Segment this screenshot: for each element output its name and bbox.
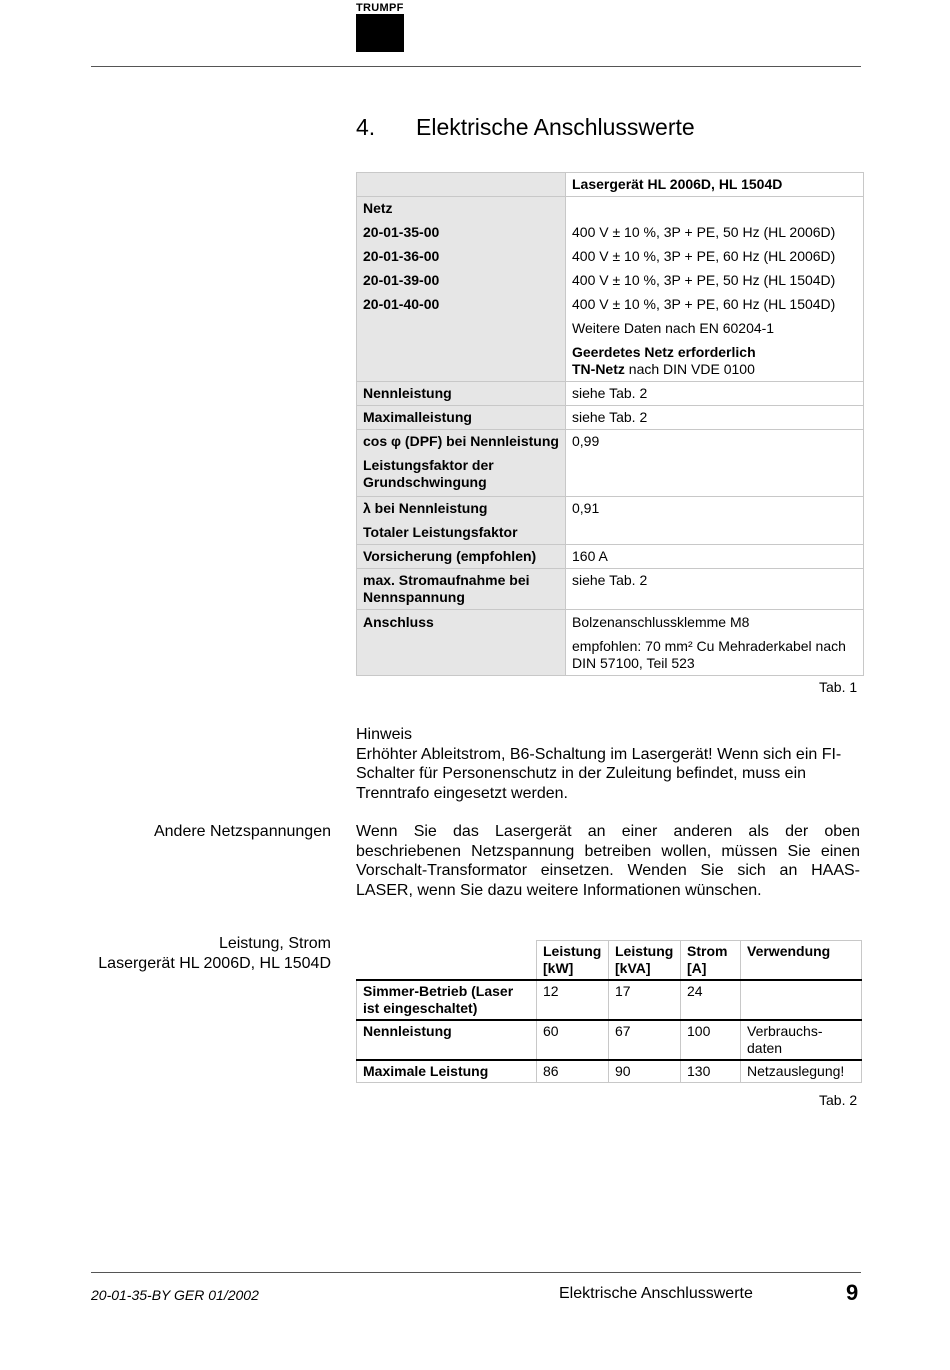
trumpf-logo — [356, 14, 404, 52]
logo-text: TRUMPF — [356, 2, 404, 14]
table-row — [357, 544, 863, 568]
netz-code: 20-01-35-00 — [363, 224, 440, 240]
netz-code: 20-01-39-00 — [363, 272, 440, 288]
row-value: siehe Tab. 2 — [566, 569, 863, 609]
row-label: Simmer-Betrieb (Laser ist eingeschaltet) — [357, 980, 537, 1020]
netz-value: 400 V ± 10 %, 3P + PE, 50 Hz (HL 1504D) — [572, 272, 836, 288]
table-row — [357, 980, 862, 1020]
table-caption: Tab. 2 — [819, 1092, 858, 1108]
note-text: Erhöhter Ableitstrom, B6-Schaltung im Lasergerät! Wenn sich ein FI-Schalter für Personenschutz in der Zuleitung befindet, muss ein Trenntrafo eingesetzt werden. — [356, 745, 842, 802]
row-label: max. Stromaufnahme bei Nennspannung — [357, 569, 566, 609]
netz-tn-note: TN-Netz nach DIN VDE 0100 — [572, 361, 755, 377]
note-title: Hinweis — [356, 726, 413, 743]
netz-further-data: Weitere Daten nach EN 60204-1 — [572, 320, 775, 336]
row-value: empfohlen: 70 mm² Cu Mehraderkabel nach DIN 57100, Teil 523 — [572, 638, 846, 671]
table-cell: 130 — [681, 1060, 741, 1083]
netz-value: 400 V ± 10 %, 3P + PE, 50 Hz (HL 2006D) — [572, 224, 836, 240]
netz-value: 400 V ± 10 %, 3P + PE, 60 Hz (HL 2006D) — [572, 248, 836, 264]
netz-code: 20-01-36-00 — [363, 248, 440, 264]
table-row — [357, 173, 863, 196]
row-label: Anschluss — [357, 610, 566, 675]
table-cell: Verbrauchs-daten — [741, 1020, 862, 1060]
row-value: 0,99 — [566, 430, 863, 496]
netz-value: 400 V ± 10 %, 3P + PE, 60 Hz (HL 1504D) — [572, 296, 836, 312]
table-cell: 12 — [537, 980, 609, 1020]
table-cell — [741, 980, 862, 1020]
row-label: Nennleistung — [357, 1020, 537, 1060]
table-cell: 86 — [537, 1060, 609, 1083]
footer-doc-id: 20-01-35-BY GER 01/2002 — [91, 1287, 259, 1303]
row-label: Nennleistung — [357, 382, 566, 405]
table-row — [357, 429, 863, 496]
table-row-netz — [357, 196, 863, 381]
row-sublabel: Totaler Leistungsfaktor — [363, 524, 518, 540]
table-row — [357, 1060, 862, 1083]
row-label: Vorsicherung (empfohlen) — [357, 545, 566, 568]
row-label: λ bei Nennleistung — [363, 500, 488, 516]
section-heading — [356, 114, 695, 141]
table-cell: 90 — [609, 1060, 681, 1083]
table-header-row — [357, 941, 862, 981]
row-value: siehe Tab. 2 — [566, 406, 863, 429]
section-title: Elektrische Anschlusswerte — [416, 114, 695, 140]
note-block — [356, 725, 860, 803]
table-caption: Tab. 1 — [819, 679, 858, 695]
table-row — [357, 609, 863, 675]
row-value: Bolzenanschlussklemme M8 — [572, 614, 750, 630]
table-cell: 60 — [537, 1020, 609, 1060]
footer-rule — [91, 1272, 861, 1273]
row-label: Maximalleistung — [357, 406, 566, 429]
row-value: 160 A — [566, 545, 863, 568]
row-value: 0,91 — [566, 497, 863, 544]
column-header: Leistung [kVA] — [609, 941, 681, 981]
andere-paragraph: Wenn Sie das Lasergerät an einer anderen als der oben beschriebenen Netzspannung betreiben wollen, müssen Sie einen Vorschalt-Transformator einsetzen. Wenden Sie sich an HAAS-LASER, wenn Sie dazu weitere Informationen wünschen. — [356, 823, 860, 899]
table-column-header: Lasergerät HL 2006D, HL 1504D — [566, 173, 863, 196]
netz-code: 20-01-40-00 — [363, 296, 440, 312]
side-label-leistung: Leistung, Strom Lasergerät HL 2006D, HL 1504D — [98, 935, 331, 972]
column-header: Leistung [kW] — [537, 941, 609, 981]
table-cell: 24 — [681, 980, 741, 1020]
table-cell: 100 — [681, 1020, 741, 1060]
power-table — [356, 940, 862, 1083]
table-row — [357, 381, 863, 405]
footer-title: Elektrische Anschlusswerte — [559, 1285, 753, 1302]
netz-label: Netz — [363, 200, 393, 216]
header-rule — [91, 66, 861, 67]
table-row — [357, 405, 863, 429]
table-row — [357, 568, 863, 609]
column-header: Strom [A] — [681, 941, 741, 981]
row-label: Maximale Leistung — [357, 1060, 537, 1083]
netz-grounded-note: Geerdetes Netz erforderlich — [572, 344, 756, 360]
page-number: 9 — [846, 1280, 859, 1305]
electrical-data-table — [356, 172, 864, 676]
side-label-andere: Andere Netzspannungen — [153, 823, 331, 840]
table-cell: Netzauslegung! — [741, 1060, 862, 1083]
row-value: siehe Tab. 2 — [566, 382, 863, 405]
column-header: Verwendung — [741, 941, 862, 981]
table-row — [357, 496, 863, 544]
section-number: 4. — [356, 114, 376, 140]
table-cell: 17 — [609, 980, 681, 1020]
row-sublabel: Leistungsfaktor der Grundschwingung — [363, 457, 494, 490]
table-cell: 67 — [609, 1020, 681, 1060]
table-row — [357, 1020, 862, 1060]
row-label: cos φ (DPF) bei Nennleistung — [363, 433, 559, 449]
